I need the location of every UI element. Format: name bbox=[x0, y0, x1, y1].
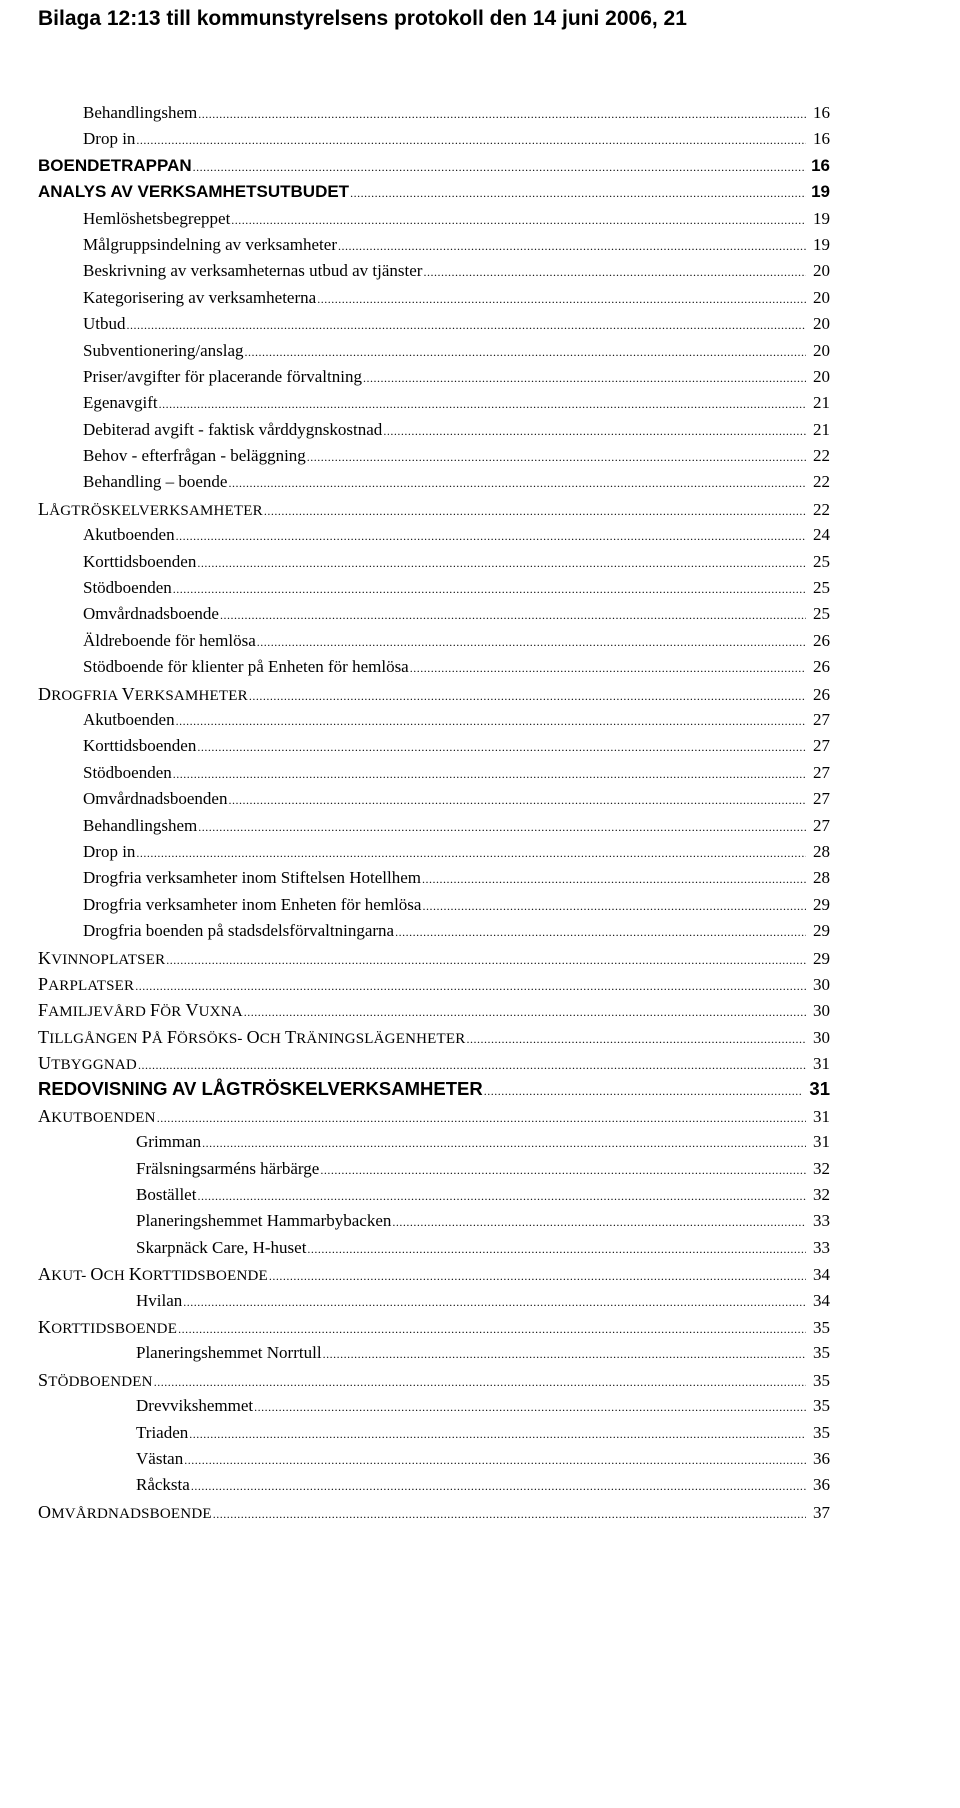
toc-leader-dots bbox=[410, 654, 806, 681]
toc-entry-page: 35 bbox=[813, 1343, 830, 1363]
toc-leader-dots bbox=[136, 126, 806, 153]
toc-leader-dots bbox=[269, 1262, 806, 1289]
toc-entry-page: 31 bbox=[813, 1106, 830, 1126]
toc-entry[interactable] bbox=[0, 443, 830, 469]
toc-leader-dots bbox=[338, 232, 806, 259]
toc-entry-label: Drevvikshemmet bbox=[136, 1396, 254, 1416]
toc-entry-page: 20 bbox=[813, 261, 830, 281]
toc-entry[interactable] bbox=[0, 126, 830, 152]
toc-entry-page: 31 bbox=[809, 1078, 830, 1100]
toc-entry[interactable] bbox=[0, 206, 830, 232]
toc-entry-label: KORTTIDSBOENDE bbox=[38, 1316, 178, 1337]
toc-entry-label: Hvilan bbox=[136, 1290, 183, 1310]
toc-entry-label: AKUT- OCH KORTTIDSBOENDE bbox=[38, 1264, 268, 1285]
toc-entry-label: Akutboenden bbox=[83, 525, 175, 545]
toc-entry-page: 27 bbox=[813, 789, 830, 809]
toc-entry[interactable] bbox=[0, 1420, 830, 1446]
toc-entry-page: 27 bbox=[813, 815, 830, 835]
toc-entry-page: 25 bbox=[813, 551, 830, 571]
toc-entry[interactable] bbox=[0, 1288, 830, 1314]
toc-entry[interactable] bbox=[0, 1129, 830, 1155]
toc-entry[interactable] bbox=[0, 1208, 830, 1234]
toc-leader-dots bbox=[154, 1368, 806, 1395]
toc-entry-label: Triaden bbox=[136, 1422, 189, 1442]
toc-leader-dots bbox=[197, 549, 806, 576]
toc-entry[interactable] bbox=[0, 839, 830, 865]
toc-entry-page: 19 bbox=[813, 234, 830, 254]
toc-entry[interactable] bbox=[0, 469, 830, 495]
toc-leader-dots bbox=[245, 338, 806, 365]
toc-entry-page: 27 bbox=[813, 762, 830, 782]
toc-entry[interactable] bbox=[0, 179, 830, 205]
toc-entry-label: Egenavgift bbox=[83, 393, 158, 413]
toc-entry[interactable] bbox=[0, 417, 830, 443]
toc-leader-dots bbox=[213, 1500, 806, 1527]
toc-entry-page: 16 bbox=[813, 103, 830, 122]
toc-entry[interactable] bbox=[0, 945, 830, 971]
toc-leader-dots bbox=[220, 601, 806, 628]
toc-entry-label: Korttidsboenden bbox=[83, 736, 197, 756]
toc-entry-page: 20 bbox=[813, 366, 830, 386]
toc-entry-page: 30 bbox=[813, 1001, 830, 1021]
toc-entry-label: Planeringshemmet Norrtull bbox=[136, 1343, 322, 1363]
toc-entry-label: Drogfria verksamheter inom Enheten för hemlösa bbox=[83, 894, 422, 914]
toc-entry-page: 21 bbox=[813, 419, 830, 439]
toc-entry-label: OMVÅRDNADSBOENDE bbox=[38, 1501, 212, 1522]
toc-entry-label: ANALYS AV VERKSAMHETSUTBUDET bbox=[38, 182, 350, 202]
toc-entry[interactable] bbox=[0, 522, 830, 548]
toc-entry-page: 34 bbox=[813, 1290, 830, 1310]
toc-entry[interactable] bbox=[0, 971, 830, 997]
toc-leader-dots bbox=[159, 390, 806, 417]
toc-leader-dots bbox=[197, 733, 806, 760]
toc-entry-page: 19 bbox=[813, 208, 830, 228]
toc-entry-label: Grimman bbox=[136, 1132, 202, 1152]
toc-entry-page: 35 bbox=[813, 1317, 830, 1337]
toc-entry[interactable] bbox=[0, 1446, 830, 1472]
toc-leader-dots bbox=[176, 522, 806, 549]
toc-entry-label: Drogfria boenden på stadsdelsförvaltningarna bbox=[83, 921, 395, 941]
toc-entry-page: 21 bbox=[813, 393, 830, 413]
toc-entry[interactable] bbox=[0, 865, 830, 891]
toc-leader-dots bbox=[189, 1420, 806, 1447]
toc-entry-page: 24 bbox=[813, 525, 830, 545]
toc-entry-page: 33 bbox=[813, 1237, 830, 1257]
toc-leader-dots bbox=[231, 206, 806, 233]
toc-leader-dots bbox=[323, 1340, 806, 1367]
toc-leader-dots bbox=[422, 892, 806, 919]
toc-leader-dots bbox=[264, 497, 806, 524]
toc-entry[interactable] bbox=[0, 549, 830, 575]
toc-leader-dots bbox=[228, 786, 806, 813]
toc-entry-page: 25 bbox=[813, 604, 830, 624]
toc-leader-dots bbox=[320, 1156, 806, 1183]
toc-leader-dots bbox=[317, 285, 806, 312]
toc-leader-dots bbox=[183, 1288, 806, 1315]
toc-entry-label: Akutboenden bbox=[83, 709, 175, 729]
toc-leader-dots bbox=[135, 972, 806, 999]
toc-entry-label: Hemlöshetsbegreppet bbox=[83, 208, 231, 228]
toc-entry-label: Råcksta bbox=[136, 1475, 190, 1495]
toc-entry-label: TILLGÅNGEN PÅ FÖRSÖKS- OCH TRÄNINGSLÄGENHETER bbox=[38, 1026, 466, 1047]
toc-leader-dots bbox=[257, 628, 806, 655]
toc-entry-label: KVINNOPLATSER bbox=[38, 947, 166, 968]
toc-entry-label: Äldreboende för hemlösa bbox=[83, 630, 256, 650]
toc-leader-dots bbox=[228, 469, 806, 496]
toc-entry-label: Skarpnäck Care, H-huset bbox=[136, 1237, 307, 1257]
toc-entry-label: Stödboenden bbox=[83, 762, 172, 782]
toc-entry-page: 27 bbox=[813, 709, 830, 729]
toc-entry[interactable] bbox=[0, 813, 830, 839]
toc-entry-page: 31 bbox=[813, 1132, 830, 1152]
toc-entry[interactable] bbox=[0, 311, 830, 337]
toc-entry[interactable] bbox=[0, 1393, 830, 1419]
toc-entry-label: Korttidsboenden bbox=[83, 551, 197, 571]
toc-entry-label: Stödboenden bbox=[83, 578, 172, 598]
toc-leader-dots bbox=[197, 1182, 806, 1209]
toc-leader-dots bbox=[198, 813, 806, 840]
toc-leader-dots bbox=[383, 417, 806, 444]
toc-leader-dots bbox=[193, 153, 806, 180]
toc-entry-page: 30 bbox=[813, 1027, 830, 1047]
table-of-contents bbox=[0, 100, 960, 1525]
toc-entry-page: 36 bbox=[813, 1448, 830, 1468]
toc-leader-dots bbox=[423, 258, 806, 285]
toc-entry-label: Behandling – boende bbox=[83, 472, 228, 492]
toc-entry[interactable] bbox=[0, 733, 830, 759]
toc-entry[interactable] bbox=[0, 1156, 830, 1182]
toc-leader-dots bbox=[191, 1472, 806, 1499]
toc-entry-label: Debiterad avgift - faktisk vårddygnskostnad bbox=[83, 419, 383, 439]
toc-entry-label: REDOVISNING AV LÅGTRÖSKELVERKSAMHETER bbox=[38, 1078, 483, 1100]
toc-leader-dots bbox=[307, 1235, 806, 1262]
toc-entry-label: LÅGTRÖSKELVERKSAMHETER bbox=[38, 498, 263, 519]
toc-entry[interactable] bbox=[0, 681, 830, 707]
toc-entry[interactable] bbox=[0, 285, 830, 311]
toc-entry-label: BOENDETRAPPAN bbox=[38, 155, 192, 175]
toc-entry-page: 30 bbox=[813, 974, 830, 994]
toc-entry-page: 20 bbox=[813, 314, 830, 334]
toc-entry[interactable] bbox=[0, 1314, 830, 1340]
toc-leader-dots bbox=[395, 918, 806, 945]
page-header-title: Bilaga 12:13 till kommunstyrelsens protokoll den 14 juni 2006, 21 bbox=[38, 7, 687, 30]
toc-entry-page: 35 bbox=[813, 1370, 830, 1390]
toc-entry-page: 29 bbox=[813, 921, 830, 941]
toc-entry[interactable] bbox=[0, 1024, 830, 1050]
toc-entry[interactable] bbox=[0, 100, 830, 126]
toc-entry-page: 25 bbox=[813, 578, 830, 598]
toc-entry[interactable] bbox=[0, 1076, 830, 1102]
toc-entry-label: FAMILJEVÅRD FÖR VUXNA bbox=[38, 1000, 243, 1021]
toc-leader-dots bbox=[244, 998, 806, 1025]
toc-leader-dots bbox=[350, 179, 806, 206]
toc-entry[interactable] bbox=[0, 654, 830, 680]
toc-leader-dots bbox=[202, 1129, 806, 1156]
toc-entry-label: Frälsningsarméns härbärge bbox=[136, 1158, 320, 1178]
toc-entry-page: 26 bbox=[813, 630, 830, 650]
toc-entry-label: Målgruppsindelning av verksamheter bbox=[83, 234, 337, 254]
toc-leader-dots bbox=[254, 1393, 806, 1420]
toc-leader-dots bbox=[138, 1051, 806, 1078]
toc-entry-page: 31 bbox=[813, 1054, 830, 1074]
toc-entry-page: 22 bbox=[813, 472, 830, 492]
toc-entry-page: 35 bbox=[813, 1422, 830, 1442]
toc-entry-page: 32 bbox=[813, 1158, 830, 1178]
toc-entry-page: 35 bbox=[813, 1396, 830, 1416]
toc-leader-dots bbox=[127, 311, 807, 338]
toc-leader-dots bbox=[173, 760, 806, 787]
toc-entry[interactable] bbox=[0, 997, 830, 1023]
toc-entry[interactable] bbox=[0, 390, 830, 416]
toc-leader-dots bbox=[466, 1025, 806, 1052]
toc-entry-page: 29 bbox=[813, 894, 830, 914]
toc-entry-label: Behandlingshem bbox=[83, 103, 198, 122]
toc-entry-label: Drop in bbox=[83, 841, 136, 861]
toc-entry[interactable] bbox=[0, 1499, 830, 1525]
toc-leader-dots bbox=[136, 839, 806, 866]
toc-entry-page: 16 bbox=[813, 129, 830, 149]
toc-leader-dots bbox=[178, 1315, 806, 1342]
toc-entry[interactable] bbox=[0, 258, 830, 284]
toc-entry[interactable] bbox=[0, 601, 830, 627]
toc-entry-page: 32 bbox=[813, 1185, 830, 1205]
toc-entry-page: 29 bbox=[813, 948, 830, 968]
toc-entry[interactable] bbox=[0, 364, 830, 390]
toc-entry[interactable] bbox=[0, 1340, 830, 1366]
toc-entry-label: Beskrivning av verksamheternas utbud av tjänster bbox=[83, 261, 423, 281]
toc-entry[interactable] bbox=[0, 786, 830, 812]
toc-leader-dots bbox=[422, 865, 806, 892]
toc-entry-label: AKUTBOENDEN bbox=[38, 1105, 156, 1126]
toc-entry[interactable] bbox=[0, 338, 830, 364]
toc-entry[interactable] bbox=[0, 1235, 830, 1261]
toc-entry-label: Subventionering/anslag bbox=[83, 340, 244, 360]
toc-entry-page: 20 bbox=[813, 287, 830, 307]
toc-entry-page: 22 bbox=[813, 446, 830, 466]
toc-entry-label: STÖDBOENDEN bbox=[38, 1369, 153, 1390]
toc-entry[interactable] bbox=[0, 1472, 830, 1498]
toc-leader-dots bbox=[157, 1104, 806, 1131]
page-header bbox=[38, 0, 938, 38]
toc-entry-label: UTBYGGNAD bbox=[38, 1053, 137, 1074]
toc-entry[interactable] bbox=[0, 1182, 830, 1208]
toc-entry-label: Stödboende för klienter på Enheten för hemlösa bbox=[83, 657, 409, 677]
toc-entry-page: 28 bbox=[813, 868, 830, 888]
toc-entry-page: 37 bbox=[813, 1502, 830, 1522]
toc-entry[interactable] bbox=[0, 628, 830, 654]
toc-entry-page: 34 bbox=[813, 1265, 830, 1285]
toc-entry-label: Planeringshemmet Hammarbybacken bbox=[136, 1211, 392, 1231]
toc-entry-label: Kategorisering av verksamheterna bbox=[83, 287, 317, 307]
toc-entry-label: Bostället bbox=[136, 1185, 197, 1205]
toc-entry-label: Utbud bbox=[83, 314, 126, 334]
toc-entry-label: Priser/avgifter för placerande förvaltning bbox=[83, 366, 362, 386]
toc-entry[interactable] bbox=[0, 1103, 830, 1129]
toc-leader-dots bbox=[184, 1446, 806, 1473]
toc-entry-page: 16 bbox=[811, 155, 830, 175]
toc-leader-dots bbox=[173, 575, 806, 602]
toc-entry[interactable] bbox=[0, 1261, 830, 1287]
toc-entry-label: Drop in bbox=[83, 129, 136, 149]
toc-entry-page: 26 bbox=[813, 684, 830, 704]
toc-entry-page: 27 bbox=[813, 736, 830, 756]
toc-entry-page: 33 bbox=[813, 1211, 830, 1231]
toc-entry-page: 19 bbox=[811, 182, 830, 202]
toc-entry-page: 36 bbox=[813, 1475, 830, 1495]
toc-entry-label: Drogfria verksamheter inom Stiftelsen Hotellhem bbox=[83, 868, 422, 888]
toc-entry-label: DROGFRIA VERKSAMHETER bbox=[38, 683, 248, 704]
toc-entry[interactable] bbox=[0, 1050, 830, 1076]
toc-entry-label: Behov - efterfrågan - beläggning bbox=[83, 446, 306, 466]
toc-entry-label: PARPLATSER bbox=[38, 973, 135, 994]
toc-leader-dots bbox=[176, 707, 806, 734]
toc-entry-label: Behandlingshem bbox=[83, 815, 198, 835]
toc-entry[interactable] bbox=[0, 575, 830, 601]
toc-entry-page: 28 bbox=[813, 841, 830, 861]
toc-entry[interactable] bbox=[0, 1367, 830, 1393]
toc-entry[interactable] bbox=[0, 918, 830, 944]
toc-entry-page: 20 bbox=[813, 340, 830, 360]
toc-entry-label: Omvårdnadsboenden bbox=[83, 789, 228, 809]
toc-entry[interactable] bbox=[0, 707, 830, 733]
toc-entry-label: Västan bbox=[136, 1448, 184, 1468]
toc-entry[interactable] bbox=[0, 232, 830, 258]
toc-leader-dots bbox=[484, 1077, 802, 1104]
toc-entry[interactable] bbox=[0, 760, 830, 786]
toc-entry-page: 22 bbox=[813, 499, 830, 519]
toc-leader-dots bbox=[363, 364, 806, 391]
toc-entry-page: 26 bbox=[813, 657, 830, 677]
toc-leader-dots bbox=[392, 1208, 806, 1235]
toc-leader-dots bbox=[307, 443, 806, 470]
toc-entry-label: Omvårdnadsboende bbox=[83, 604, 219, 624]
toc-entry[interactable] bbox=[0, 153, 830, 179]
toc-leader-dots bbox=[198, 100, 806, 127]
toc-entry[interactable] bbox=[0, 496, 830, 522]
toc-entry[interactable] bbox=[0, 892, 830, 918]
toc-leader-dots bbox=[249, 682, 806, 709]
toc-leader-dots bbox=[166, 946, 806, 973]
